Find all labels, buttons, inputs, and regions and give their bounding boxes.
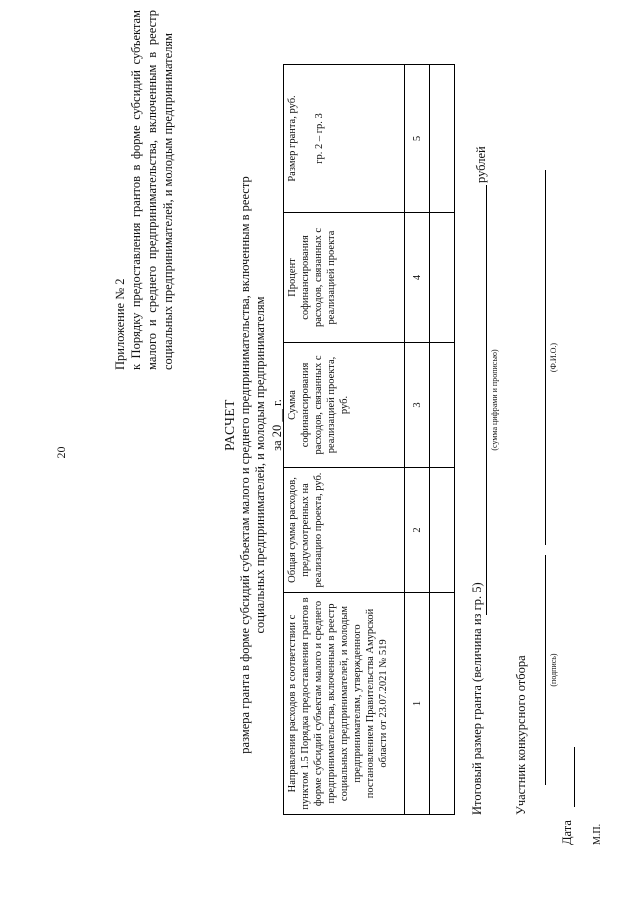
header-total-expenses: Общая сумма расходов, предусмотренных на реализацию проекта, руб. xyxy=(284,468,405,593)
column-number: 2 xyxy=(405,468,430,593)
column-number: 1 xyxy=(405,593,430,815)
page-number: 20 xyxy=(54,446,68,459)
calculation-period: за 20 __ г. xyxy=(270,399,284,451)
calculation-table xyxy=(283,64,455,815)
column-number-row xyxy=(405,65,430,815)
column-number: 5 xyxy=(405,65,430,213)
appendix-body: к Порядку предоставления грантов в форме субсидий субъектам малого и среднего предпринимательства, включенным в реестр социальных предпринимателей, и молодым предпринимателям xyxy=(129,10,175,370)
table-cell xyxy=(430,468,455,593)
table-cell xyxy=(430,343,455,468)
date-field-line xyxy=(574,747,575,807)
participant-label: Участник конкурсного отбора xyxy=(514,655,528,815)
table-cell xyxy=(430,65,455,213)
grant-formula: гр. 2 – гр. 3 xyxy=(314,113,325,164)
column-number: 4 xyxy=(405,213,430,343)
header-expense-directions: Направления расходов в соответствии с пунктом 1.5 Порядка предоставления грантов в форме субсидий субъектам малого и среднего предпринимательства, включенным в реестр социальных предпринимателей, и молодым предпринимателям, утвержденного постановлением Правительства Амурской области от 23.07.2021 № 519 xyxy=(284,593,405,815)
table-header-row xyxy=(284,65,405,815)
total-grant-hint: (сумма цифрами и прописью) xyxy=(490,349,499,451)
header-cofinancing-percent: Процент софинансирования расходов, связанных с реализацией проекта xyxy=(284,213,405,343)
date-label: Дата xyxy=(560,820,574,845)
appendix-block xyxy=(112,10,176,370)
header-grant-amount xyxy=(284,65,405,213)
name-hint: (Ф.И.О.) xyxy=(549,342,558,373)
appendix-title: Приложение № 2 xyxy=(113,278,127,370)
total-grant-field-line xyxy=(486,185,487,615)
table-row xyxy=(430,65,455,815)
grant-amount-label: Размер гранта, руб. xyxy=(287,95,298,182)
calculation-subtitle: размера гранта в форме субсидий субъектам малого и среднего предпринимательства, включенным в реестр социальных предпринимателей, и молодым предпринимателям xyxy=(238,176,267,754)
stamp-label: М.П. xyxy=(592,823,603,845)
name-field-line xyxy=(545,170,546,545)
signature-field-line xyxy=(545,555,546,785)
signature-hint: (подпись) xyxy=(549,653,558,687)
table-cell xyxy=(430,213,455,343)
total-grant-label: Итоговый размер гранта (величина из гр. 5) xyxy=(470,582,484,815)
table-cell xyxy=(430,593,455,815)
total-grant-unit: рублей xyxy=(474,146,488,183)
column-number: 3 xyxy=(405,343,430,468)
header-cofinancing-amount: Сумма софинансирования расходов, связанных с реализацией проекта, руб. xyxy=(284,343,405,468)
calculation-title: РАСЧЕТ xyxy=(222,399,237,451)
